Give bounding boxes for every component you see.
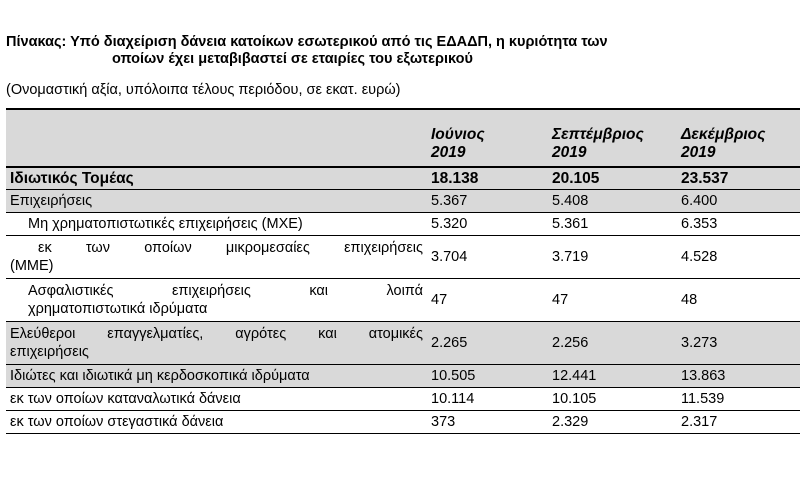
table-row [6, 279, 800, 322]
table-row [6, 322, 800, 365]
cell-value: 23.537 [677, 167, 800, 190]
cell-value: 5.361 [548, 213, 677, 236]
cell-value: 10.505 [427, 365, 548, 388]
cell-value: 3.719 [548, 236, 677, 279]
cell-value: 5.320 [427, 213, 548, 236]
row-label: Μη χρηματοπιστωτικές επιχειρήσεις (ΜΧΕ) [6, 213, 427, 236]
row-label: Ιδιωτικός Τομέας [6, 167, 427, 190]
cell-value: 2.256 [548, 322, 677, 365]
table-row [6, 213, 800, 236]
header-december: Δεκέμβριος 2019 [677, 109, 800, 167]
header-row [6, 109, 800, 167]
cell-value: 18.138 [427, 167, 548, 190]
row-label: εκ των οποίων καταναλωτικά δάνεια [6, 388, 427, 411]
header-september: Σεπτέμβριος 2019 [548, 109, 677, 167]
row-label: εκ των οποίων στεγαστικά δάνεια [6, 411, 427, 434]
cell-value: 11.539 [677, 388, 800, 411]
title-line-1: Πίνακας: Υπό διαχείριση δάνεια κατοίκων εσωτερικού από τις ΕΔΑΔΠ, η κυριότητα των [6, 34, 608, 50]
cell-value: 12.441 [548, 365, 677, 388]
cell-value: 5.408 [548, 190, 677, 213]
cell-value: 47 [548, 279, 677, 322]
cell-value: 5.367 [427, 190, 548, 213]
cell-value: 6.353 [677, 213, 800, 236]
cell-value: 373 [427, 411, 548, 434]
cell-value: 10.114 [427, 388, 548, 411]
row-label: εκ των οποίων μικρομεσαίες επιχειρήσεις (ΜΜΕ) [6, 236, 427, 279]
table-row [6, 365, 800, 388]
cell-value: 2.329 [548, 411, 677, 434]
table-title [6, 34, 786, 68]
row-label: Επιχειρήσεις [6, 190, 427, 213]
cell-value: 2.317 [677, 411, 800, 434]
cell-value: 3.273 [677, 322, 800, 365]
cell-value: 13.863 [677, 365, 800, 388]
table-row [6, 167, 800, 190]
table-row [6, 388, 800, 411]
cell-value: 4.528 [677, 236, 800, 279]
table-row [6, 190, 800, 213]
header-empty [6, 109, 427, 167]
cell-value: 10.105 [548, 388, 677, 411]
cell-value: 2.265 [427, 322, 548, 365]
header-june: Ιούνιος 2019 [427, 109, 548, 167]
table-row [6, 411, 800, 434]
table-subtitle: (Ονομαστική αξία, υπόλοιπα τέλους περιόδου, σε εκατ. ευρώ) [6, 82, 401, 98]
cell-value: 48 [677, 279, 800, 322]
cell-value: 6.400 [677, 190, 800, 213]
cell-value: 3.704 [427, 236, 548, 279]
table-row [6, 236, 800, 279]
row-label: Ασφαλιστικές επιχειρήσεις και λοιπά χρηματοπιστωτικά ιδρύματα [6, 279, 427, 322]
loans-table [6, 108, 800, 434]
row-label: Ιδιώτες και ιδιωτικά μη κερδοσκοπικά ιδρύματα [6, 365, 427, 388]
row-label: Ελεύθεροι επαγγελματίες, αγρότες και ατομικές επιχειρήσεις [6, 322, 427, 365]
cell-value: 20.105 [548, 167, 677, 190]
cell-value: 47 [427, 279, 548, 322]
title-line-2: οποίων έχει μεταβιβαστεί σε εταιρίες του εξωτερικού [112, 51, 473, 67]
